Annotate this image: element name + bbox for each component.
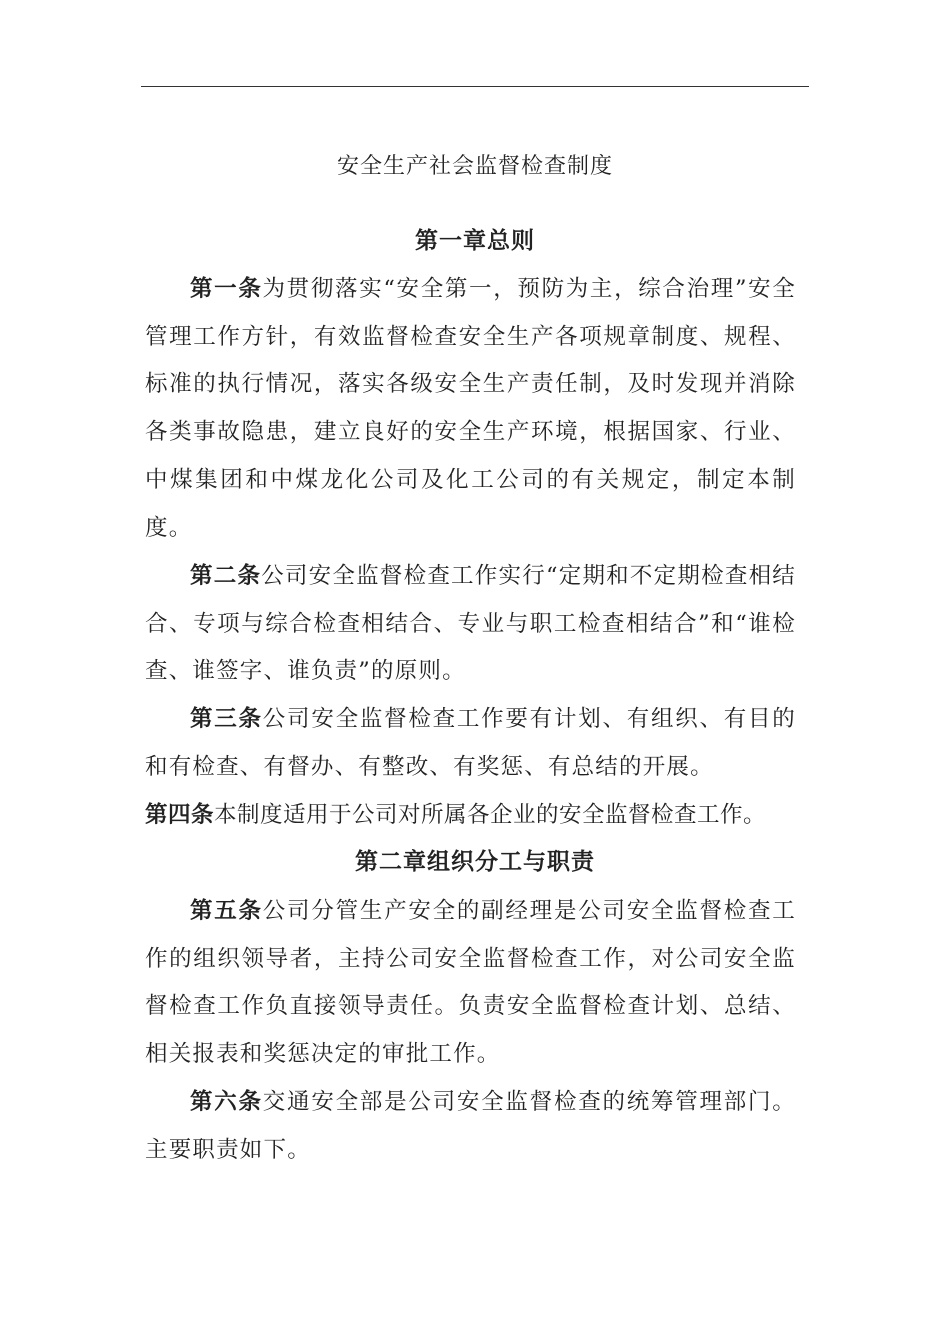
article-text: 交通安全部是公司安全监督检查的统筹管理部门。主要职责如下。 bbox=[145, 1089, 796, 1163]
article-3 bbox=[145, 696, 796, 791]
document-title: 安全生产社会监督检查制度 bbox=[336, 154, 613, 179]
article-6 bbox=[145, 1079, 796, 1174]
article-4 bbox=[145, 792, 796, 840]
article-number: 第三条 bbox=[190, 706, 263, 732]
article-text: 公司分管生产安全的副经理是公司安全监督检查工作的组织领导者，主持公司安全监督检查工作，对公司安全监督检查工作负直接领导责任。负责安全监督检查计划、总结、相关报表和奖惩决定的审批工作。 bbox=[145, 898, 796, 1068]
article-1 bbox=[145, 266, 796, 552]
article-number: 第五条 bbox=[190, 898, 263, 924]
article-2 bbox=[145, 553, 796, 696]
article-text: 为贯彻落实“安全第一，预防为主，综合治理”安全管理工作方针，有效监督检查安全生产各项规章制度、规程、标准的执行情况，落实各级安全生产责任制，及时发现并消除各类事故隐患，建立良好的安全生产环境，根据国家、行业、中煤集团和中煤龙化公司及化工公司的有关规定，制定本制度。 bbox=[145, 276, 796, 541]
article-number: 第二条 bbox=[190, 563, 262, 589]
chapter-heading-1: 第一章总则 bbox=[415, 227, 535, 254]
article-text: 公司安全监督检查工作实行“定期和不定期检查相结合、专项与综合检查相结合、专业与职工检查相结合”和“谁检查、谁签字、谁负责”的原则。 bbox=[145, 563, 796, 685]
article-5 bbox=[145, 888, 796, 1079]
article-text: 公司安全监督检查工作要有计划、有组织、有目的和有检查、有督办、有整改、有奖惩、有总结的开展。 bbox=[145, 706, 796, 780]
article-number: 第四条 bbox=[145, 802, 215, 828]
article-number: 第六条 bbox=[190, 1089, 263, 1115]
article-number: 第一条 bbox=[190, 276, 263, 302]
article-text: 本制度适用于公司对所属各企业的安全监督检查工作。 bbox=[214, 802, 767, 828]
chapter-heading-2: 第二章组织分工与职责 bbox=[355, 848, 595, 875]
header-rule bbox=[141, 86, 809, 87]
